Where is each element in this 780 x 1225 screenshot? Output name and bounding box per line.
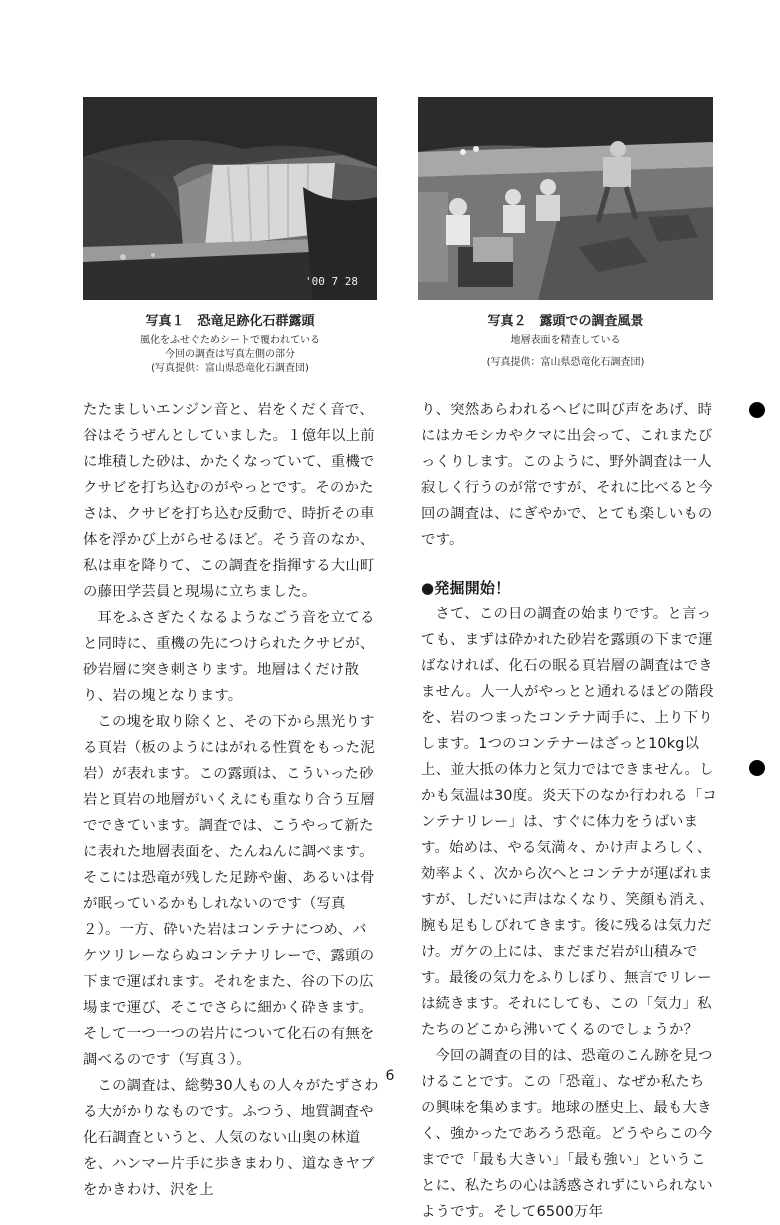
paragraph: たたましいエンジン音と、岩をくだく音で、谷はそうぜんとしていました。１億年以上前に堆積した砂は、かたくなっていて、重機でクサビを打ち込むのがやっとです。そのかたさは、クサビを打ち込む反動で、時折その車体を浮かび上がらせるほど。そう音のなか、私は車を降りて、この調査を指揮する大山町の藤田学芸員と現場に立ちました。 — [83, 402, 375, 600]
page-number: 6 — [385, 1068, 395, 1084]
photo1-caption-line: 今回の調査は写真左側の部分 — [165, 349, 295, 360]
photo1-caption-line: (写真提供：富山県恐竜化石調査団) — [151, 363, 309, 374]
photo1-caption-line: 風化をふせぐためシートで覆われている — [140, 335, 320, 346]
photo2-caption-title: 写真２ 露頭での調査風景 — [487, 314, 644, 329]
photo2-caption-line: (写真提供：富山県恐竜化石調査団) — [486, 357, 645, 368]
photo2-caption — [418, 310, 713, 370]
paragraph: り、突然あらわれるヘビに叫び声をあげ、時にはカモシカやクマに出会って、これまたびっくりします。このように、野外調査は一人寂しく行うのが常ですが、それに比べると今回の調査は、にぎやかで、とても楽しいものです。 — [421, 402, 713, 548]
right-column — [421, 397, 717, 1225]
photo1-caption — [83, 310, 377, 376]
paragraph: この調査は、総勢30人もの人々がたずさわる大がかりなものです。ふつう、地質調査や化石調査というと、人気のない山奥の林道を、ハンマー片手に歩きまわり、道なきヤブをかきわけ、沢を上 — [83, 1078, 379, 1198]
photo-outcrop — [83, 97, 377, 300]
margin-dot — [749, 760, 765, 776]
photo-survey-scene — [418, 97, 713, 300]
photo-date-stamp: '00 7 28 — [305, 275, 358, 288]
photo1-caption-title: 写真１ 恐竜足跡化石群露頭 — [145, 314, 315, 329]
paragraph: 今回の調査の目的は、恐竜のこん跡を見つけることです。この「恐竜」、なぜか私たちの興味を集めます。地球の歴史上、最も大きく、強かったであろう恐竜。どうやらこの今までで「最も大きい」「最も強い」ということに、私たちの心は誘惑されずにいられないようです。そして6500万年 — [421, 1048, 713, 1220]
paragraph: 耳をふさぎたくなるようなごう音を立てると同時に、重機の先につけられたクサビが、砂岩層に突き刺さります。地層はくだけ散り、岩の塊となります。 — [83, 610, 375, 704]
photo2-caption-line: 地層表面を精査している — [510, 335, 621, 346]
paragraph: この塊を取り除くと、その下から黒光りする頁岩（板のようにはがれる性質をもった泥岩）が表れます。この露頭は、こういった砂岩と頁岩の地層がいくえにも重なり合う互層でできています。調査では、こうやって新たに表れた地層表面を、たんねんに調べます。そこには恐竜が残した足跡や歯、あるいは骨が眠っているかもしれないのです（写真２）。一方、砕いた岩はコンテナにつめ、バケツリレーならぬコンテナリレーで、露頭の下まで運ばれます。それをまた、谷の下の広場まで運び、そこでさらに細かく砕きます。そして一つ一つの岩片について化石の有無を調べるのです（写真３）。 — [83, 714, 375, 1068]
paragraph: さて、この日の調査の始まりです。と言っても、まずは砕かれた砂岩を露頭の下まで運ばなければ、化石の眠る頁岩層の調査はできません。人一人がやっとと通れるほどの階段を、岩のつまったコンテナ両手に、上り下りします。1つのコンテナーはざっと10kg以上、並大抵の体力と気力ではできません。しかも気温は30度。炎天下のなか行われる「コンテナリレー」は、すぐに体力をうばいます。始めは、やる気満々、かけ声よろしく、効率よく、次から次へとコンテナが運ばれますが、しだいに声はなくなり、笑顔も消え、腕も足もしびれてきます。後に残るは気力だけ。ガケの上には、まだまだ岩が山積みです。最後の気力をふりしぼり、無言でリレーは続きます。それにしても、この「気力」私たちのどこから沸いてくるのでしょうか？ — [421, 606, 717, 1038]
margin-dot — [749, 402, 765, 418]
section-heading: ●発掘開始！ — [421, 579, 511, 597]
